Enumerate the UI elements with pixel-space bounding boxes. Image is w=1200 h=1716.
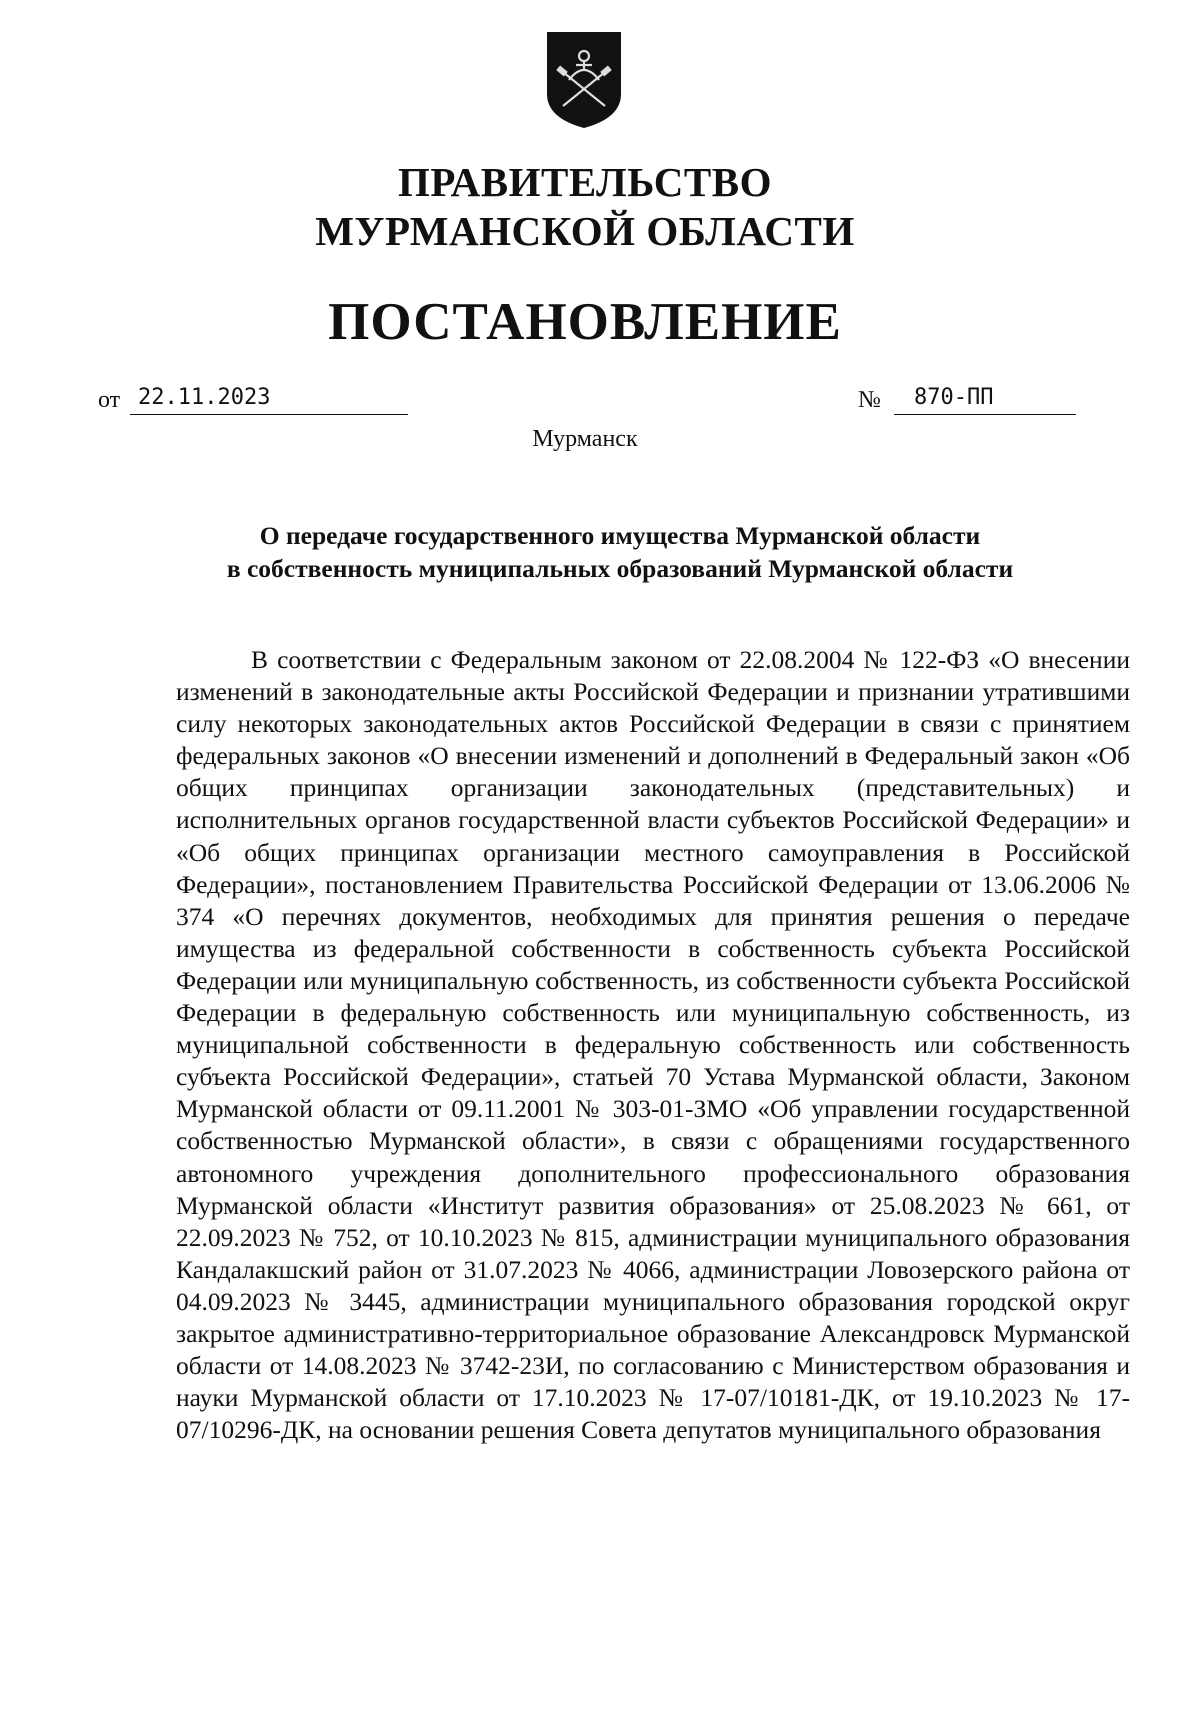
- date-label: от: [98, 387, 121, 413]
- document-number: 870-ПП: [894, 385, 1076, 415]
- organization-title-line1: ПРАВИТЕЛЬСТВО: [397, 159, 773, 205]
- date-value: 22.11.2023: [130, 385, 408, 415]
- document-type-title: ПОСТАНОВЛЕНИЕ: [328, 293, 842, 351]
- document-subject: [150, 519, 1090, 585]
- organization-title-line2: МУРМАНСКОЙ ОБЛАСТИ: [315, 208, 855, 254]
- number-label: №: [858, 387, 881, 413]
- date-number-row: [98, 385, 1078, 419]
- subject-line1: О передаче государственного имущества Мурманской области: [259, 521, 981, 550]
- coat-of-arms-icon: [543, 30, 625, 130]
- body-paragraph: В соответствии с Федеральным законом от 22.08.2004 № 122-ФЗ «О внесении изменений в законодательные акты Российской Федерации и признании утратившими силу некоторых законодательных актов Российской Федерации в связи с принятием федеральных законов «О внесении изменений и дополнений в Федеральный закон «Об общих принципах организации законодательных (представительных) и исполнительных органов государственной власти субъектов Российской Федерации» и «Об общих принципах организации местного самоуправления в Российской Федерации», постановлением Правительства Российской Федерации от 13.06.2006 № 374 «О перечнях документов, необходимых для принятия решения о передаче имущества из федеральной собственности в собственность субъекта Российской Федерации или муниципальную собственность, из собственности субъекта Российской Федерации в федеральную собственность или муниципальную собственность, из муниципальной собственности в федеральную собственность или собственность субъекта Российской Федерации», статьей 70 Устава Мурманской области, Законом Мурманской области от 09.11.2001 № 303-01-ЗМО «Об управлении государственной собственностью Мурманской области», в связи с обращениями государственного автономного учреждения дополнительного профессионального образования Мурманской области «Институт развития образования» от 25.08.2023 № 661, от 22.09.2023 № 752, от 10.10.2023 № 815, администрации муниципального образования Кандалакшский район от 31.07.2023 № 4066, администрации Ловозерского района от 04.09.2023 № 3445, администрации муниципального образования городской округ закрытое административно-территориальное образование Александровск Мурманской области от 14.08.2023 № 3742-23И, по согласованию с Министерством образования и науки Мурманской области от 17.10.2023 № 17-07/10181-ДК, от 19.10.2023 № 17-07/10296-ДК, на основании решения Совета депутатов муниципального образования: [176, 645, 1130, 1445]
- subject-line2: в собственность муниципальных образований Мурманской области: [226, 554, 1014, 583]
- city-name: Мурманск: [532, 426, 638, 452]
